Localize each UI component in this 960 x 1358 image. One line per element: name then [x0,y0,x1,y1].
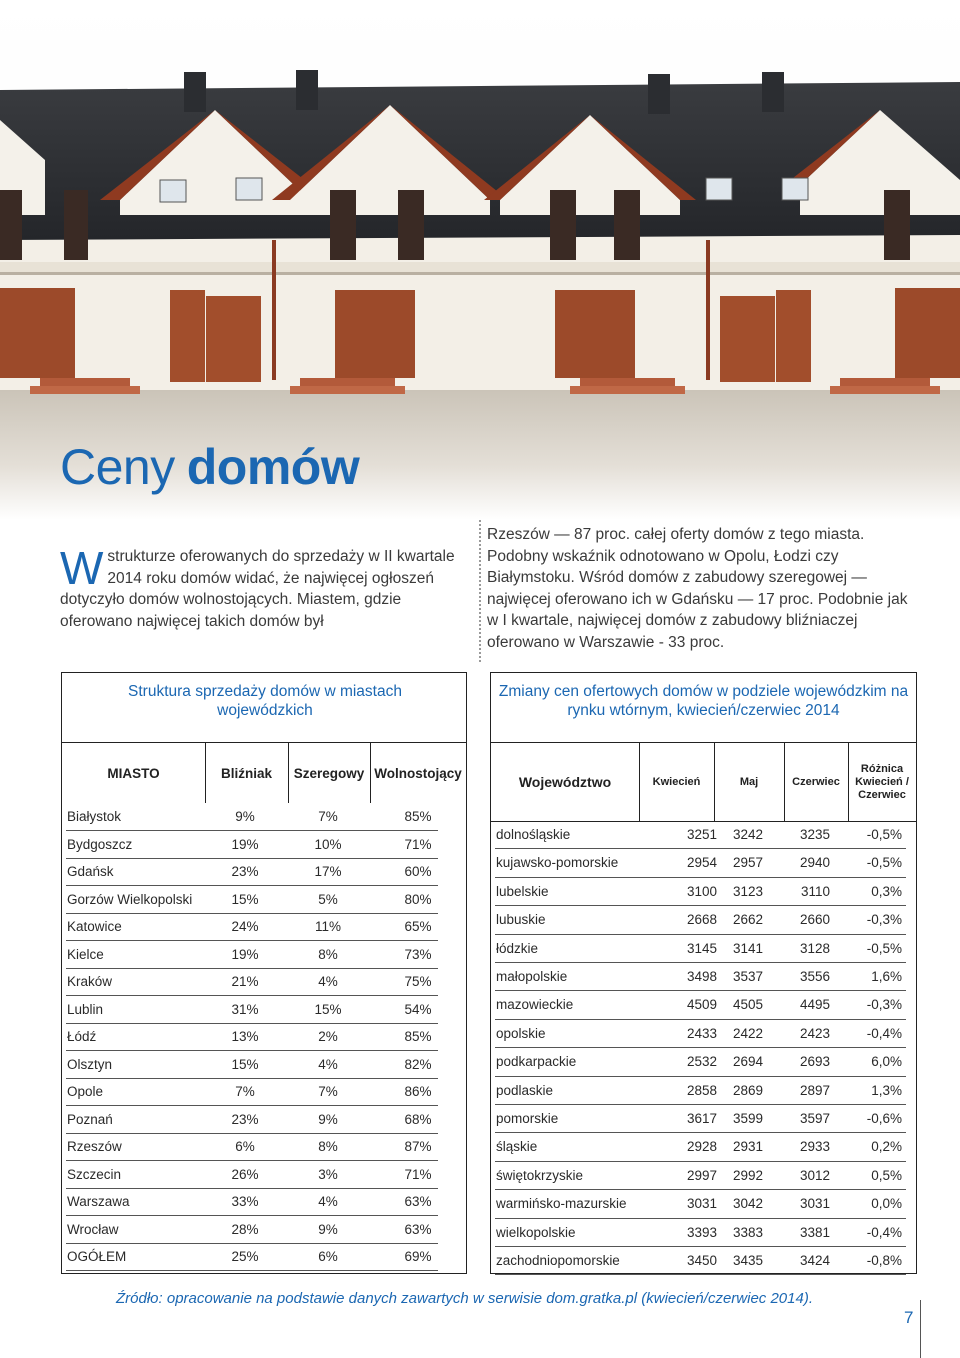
voivodeship-name: lubuskie [496,912,546,928]
share-cell: 26% [231,1166,259,1182]
share-cell: 71% [404,836,432,852]
table-row [62,1243,466,1271]
price-cell: 3599 [732,1111,763,1126]
share-cell: 68% [404,1111,432,1127]
voivodeship-name: kujawsko-pomorskie [496,855,619,871]
voivodeship-prices-table [490,742,917,1274]
table-row [491,1247,916,1275]
col-header-maj: Maj [739,776,759,788]
price-cell: -0,4% [866,1224,902,1240]
table-row [62,968,466,996]
price-cell: 3393 [686,1224,717,1240]
city-name: Poznań [67,1111,113,1127]
share-cell: 9% [318,1221,338,1237]
page-number-rule [920,1300,921,1358]
city-name: Rzeszów [67,1139,122,1154]
share-cell: 60% [404,864,432,879]
share-cell: 15% [231,1056,259,1072]
share-cell: 15% [314,1001,342,1017]
share-cell: 9% [318,1111,338,1127]
col-header-szeregowy: Szeregowy [293,765,365,781]
city-name: Szczecin [67,1166,122,1182]
city-name: Olsztyn [67,1056,113,1072]
price-cell: 3235 [799,827,830,842]
voivodeship-name: opolskie [496,1025,546,1041]
row-rule [495,1274,906,1275]
table-row [62,1216,466,1244]
table-row [62,996,466,1024]
row-rule [66,1270,438,1271]
table-row [62,858,466,886]
voivodeship-name: dolnośląskie [496,827,571,842]
price-cell: 3128 [799,940,830,956]
share-cell: 7% [318,809,338,824]
table-row [491,1190,916,1218]
price-cell: 3597 [799,1111,830,1126]
voivodeship-name: wielkopolskie [496,1224,576,1240]
table-row [491,1077,916,1105]
share-cell: 82% [404,1056,432,1072]
table-row [62,886,466,914]
table-row [491,1048,916,1076]
title-bold: domów [186,439,360,495]
table-row [62,1078,466,1106]
price-cell: 3110 [800,883,830,899]
share-cell: 6% [235,1139,255,1154]
share-cell: 85% [404,809,432,824]
city-name: Warszawa [67,1194,130,1209]
table-row [62,1051,466,1079]
col-header-blizniak: Bliźniak [220,765,272,781]
share-cell: 73% [404,946,432,962]
share-cell: 31% [231,1001,259,1017]
price-cell: 0,2% [871,1139,902,1155]
price-cell: 2422 [732,1025,763,1041]
city-name: OGÓŁEM [67,1249,127,1264]
price-cell: 3498 [686,969,717,984]
table-row [62,1161,466,1189]
share-cell: 63% [404,1221,432,1237]
voivodeship-name: zachodniopomorskie [496,1253,620,1268]
share-cell: 4% [318,974,338,989]
source-note: Źródło: opracowanie na podstawie danych zawartych w serwisie dom.gratka.pl (kwiecień/czerwiec 2014). [116,1290,813,1307]
city-name: Kraków [67,974,113,989]
share-cell: 19% [231,836,259,852]
table-row [491,1105,916,1133]
col-header-czerwiec: Czerwiec [792,776,840,788]
price-cell: 3031 [799,1196,830,1212]
share-cell: 7% [235,1084,255,1099]
share-cell: 28% [231,1221,259,1237]
share-cell: 4% [318,1056,338,1072]
price-cell: 3242 [732,827,763,842]
price-cell: -0,5% [866,855,902,871]
voivodeship-name: śląskie [496,1139,538,1155]
share-cell: 2% [318,1029,338,1044]
price-cell: 2931 [732,1139,763,1155]
share-cell: 21% [231,974,259,989]
city-name: Wrocław [67,1221,119,1237]
price-cell: -0,3% [866,997,902,1013]
price-cell: 2858 [686,1082,717,1098]
share-cell: 65% [404,919,432,934]
price-cell: 3031 [686,1196,717,1212]
price-cell: 6,0% [871,1054,902,1070]
share-cell: 5% [318,891,338,907]
price-cell: 2869 [732,1082,763,1098]
share-cell: 69% [404,1249,432,1264]
price-cell: 3537 [732,969,763,984]
price-cell: -0,4% [866,1025,902,1041]
price-cell: 2954 [686,855,717,871]
voivodeship-name: podlaskie [496,1082,554,1098]
share-cell: 54% [404,1001,432,1017]
voivodeship-name: pomorskie [496,1111,559,1126]
price-cell: 2928 [686,1139,717,1155]
price-cell: 2933 [799,1139,830,1155]
price-cell: -0,5% [866,940,902,956]
share-cell: 9% [235,809,255,824]
price-cell: 2940 [799,855,830,871]
city-name: Opole [67,1084,104,1099]
share-cell: 63% [404,1194,432,1209]
price-cell: 4509 [686,997,717,1013]
col-header-kwiecien: Kwiecień [652,776,701,788]
price-cell: 3123 [732,883,763,899]
city-name: Lublin [67,1001,104,1017]
city-name: Gdańsk [67,864,114,879]
share-cell: 4% [318,1194,338,1209]
voivodeship-name: świętokrzyskie [496,1167,584,1183]
table-row [491,991,916,1019]
price-cell: 3435 [732,1253,763,1268]
table-row [62,913,466,941]
share-cell: 17% [314,864,342,879]
voivodeship-name: podkarpackie [496,1054,577,1070]
price-cell: 4505 [732,997,763,1013]
price-cell: 2992 [732,1167,763,1183]
intro-left [60,542,455,632]
price-cell: 2660 [799,912,830,928]
table-row [62,941,466,969]
voivodeship-name: łódzkie [496,940,539,956]
page-title [60,438,359,496]
table-row [491,821,916,849]
table-row [491,878,916,906]
price-cell: -0,3% [866,912,902,928]
table-row [62,1106,466,1134]
table-row [62,1133,466,1161]
table-row [491,849,916,877]
table-row [491,1219,916,1247]
share-cell: 24% [231,919,259,934]
price-cell: 2897 [799,1082,830,1098]
page-number: 7 [904,1308,914,1327]
share-cell: 25% [231,1249,259,1264]
left-table-caption: Struktura sprzedaży domów w miastach wojewódzkich [128,683,402,719]
table-row [491,1162,916,1190]
share-cell: 8% [318,1139,338,1154]
price-cell: 3042 [732,1196,763,1212]
intro-left-text: strukturze oferowanych do sprzedaży w II kwartale 2014 roku domów widać, że najwięcej ogłoszeń dotyczyło domów wolnostojących. Miastem, gdzie oferowano najwięcej takich domów był [60,548,455,630]
share-cell: 33% [231,1194,259,1209]
city-name: Bydgoszcz [67,836,133,852]
share-cell: 23% [231,864,259,879]
price-cell: 3556 [799,969,830,984]
table-row [491,1020,916,1048]
right-table-caption: Zmiany cen ofertowych domów w podziele wojewódzkim na rynku wtórnym, kwiecień/czerwiec 2014 [498,683,909,719]
share-cell: 3% [318,1166,338,1182]
city-name: Katowice [67,919,122,934]
share-cell: 8% [318,946,338,962]
price-cell: 4495 [799,997,830,1013]
voivodeship-name: mazowieckie [496,997,574,1013]
price-cell: 2693 [799,1054,830,1070]
title-light: Ceny [60,439,175,495]
price-cell: -0,6% [866,1111,902,1126]
share-cell: 23% [231,1111,259,1127]
city-name: Białystok [67,809,122,824]
share-cell: 75% [404,974,432,989]
dropcap: W [60,542,104,594]
price-cell: 3100 [686,883,717,899]
price-cell: 0,3% [871,883,902,899]
dotted-divider [479,520,481,662]
share-cell: 86% [404,1084,432,1099]
table-row [491,935,916,963]
table-row [62,831,466,859]
city-name: Gorzów Wielkopolski [67,891,193,907]
share-cell: 7% [318,1084,338,1099]
price-cell: 3145 [686,940,717,956]
voivodeship-name: warmińsko-mazurskie [496,1196,627,1212]
price-cell: 1,3% [871,1082,902,1098]
price-cell: 3450 [686,1253,717,1268]
price-cell: 3617 [686,1111,717,1126]
col-header-wojewodztwo: Województwo [518,774,612,790]
price-cell: 2433 [686,1025,717,1041]
share-cell: 87% [404,1139,432,1154]
share-cell: 19% [231,946,259,962]
share-cell: 85% [404,1029,432,1044]
share-cell: 80% [404,891,432,907]
price-cell: 1,6% [871,969,902,984]
price-cell: 3381 [799,1224,830,1240]
share-cell: 10% [314,836,342,852]
price-cell: 2423 [799,1025,830,1041]
share-cell: 71% [404,1166,432,1182]
intro-right-text: Rzeszów — 87 proc. całej oferty domów z tego miasta. Podobny wskaźnik odnotowano w Opolu, Łodzi czy Białymstoku. Wśród domów z zabudowy szeregowej — najwięcej oferowano ich w Gdańsku — 17 proc. Podobnie jak w I kwartale, najwięcej domów z zabudowy bliźniaczej oferowano w Warszawie - 33 proc. [487,526,908,651]
price-cell: 3383 [732,1224,763,1240]
col-header-wolnostojacy: Wolnostojący [374,765,462,781]
price-cell: 2668 [686,912,717,928]
table-row [491,906,916,934]
city-structure-table [61,742,467,1274]
price-cell: 2694 [732,1054,763,1070]
col-header-miasto: MIASTO [107,765,160,781]
price-cell: 3424 [799,1253,830,1268]
price-cell: -0,5% [866,827,902,842]
price-cell: 3141 [732,940,763,956]
price-cell: 0,0% [871,1196,902,1212]
table-row [62,803,466,831]
voivodeship-name: lubelskie [496,883,549,899]
table-row [62,1188,466,1216]
city-name: Kielce [67,946,104,962]
price-cell: 2662 [732,912,763,928]
price-cell: 2532 [686,1054,717,1070]
price-cell: 2997 [686,1167,717,1183]
share-cell: 11% [314,919,342,934]
price-cell: 3251 [686,827,717,842]
voivodeship-name: małopolskie [496,969,568,984]
price-cell: -0,8% [866,1253,902,1268]
share-cell: 15% [231,891,259,907]
share-cell: 6% [318,1249,338,1264]
city-name: Łódź [67,1029,97,1044]
price-cell: 2957 [732,855,763,871]
price-cell: 0,5% [871,1167,902,1183]
table-row [491,963,916,991]
price-cell: 3012 [799,1167,830,1183]
table-row [62,1023,466,1051]
table-row [491,1133,916,1161]
col-header-roznica: Różnica Kwiecień / Czerwiec [855,762,909,801]
share-cell: 13% [231,1029,259,1044]
